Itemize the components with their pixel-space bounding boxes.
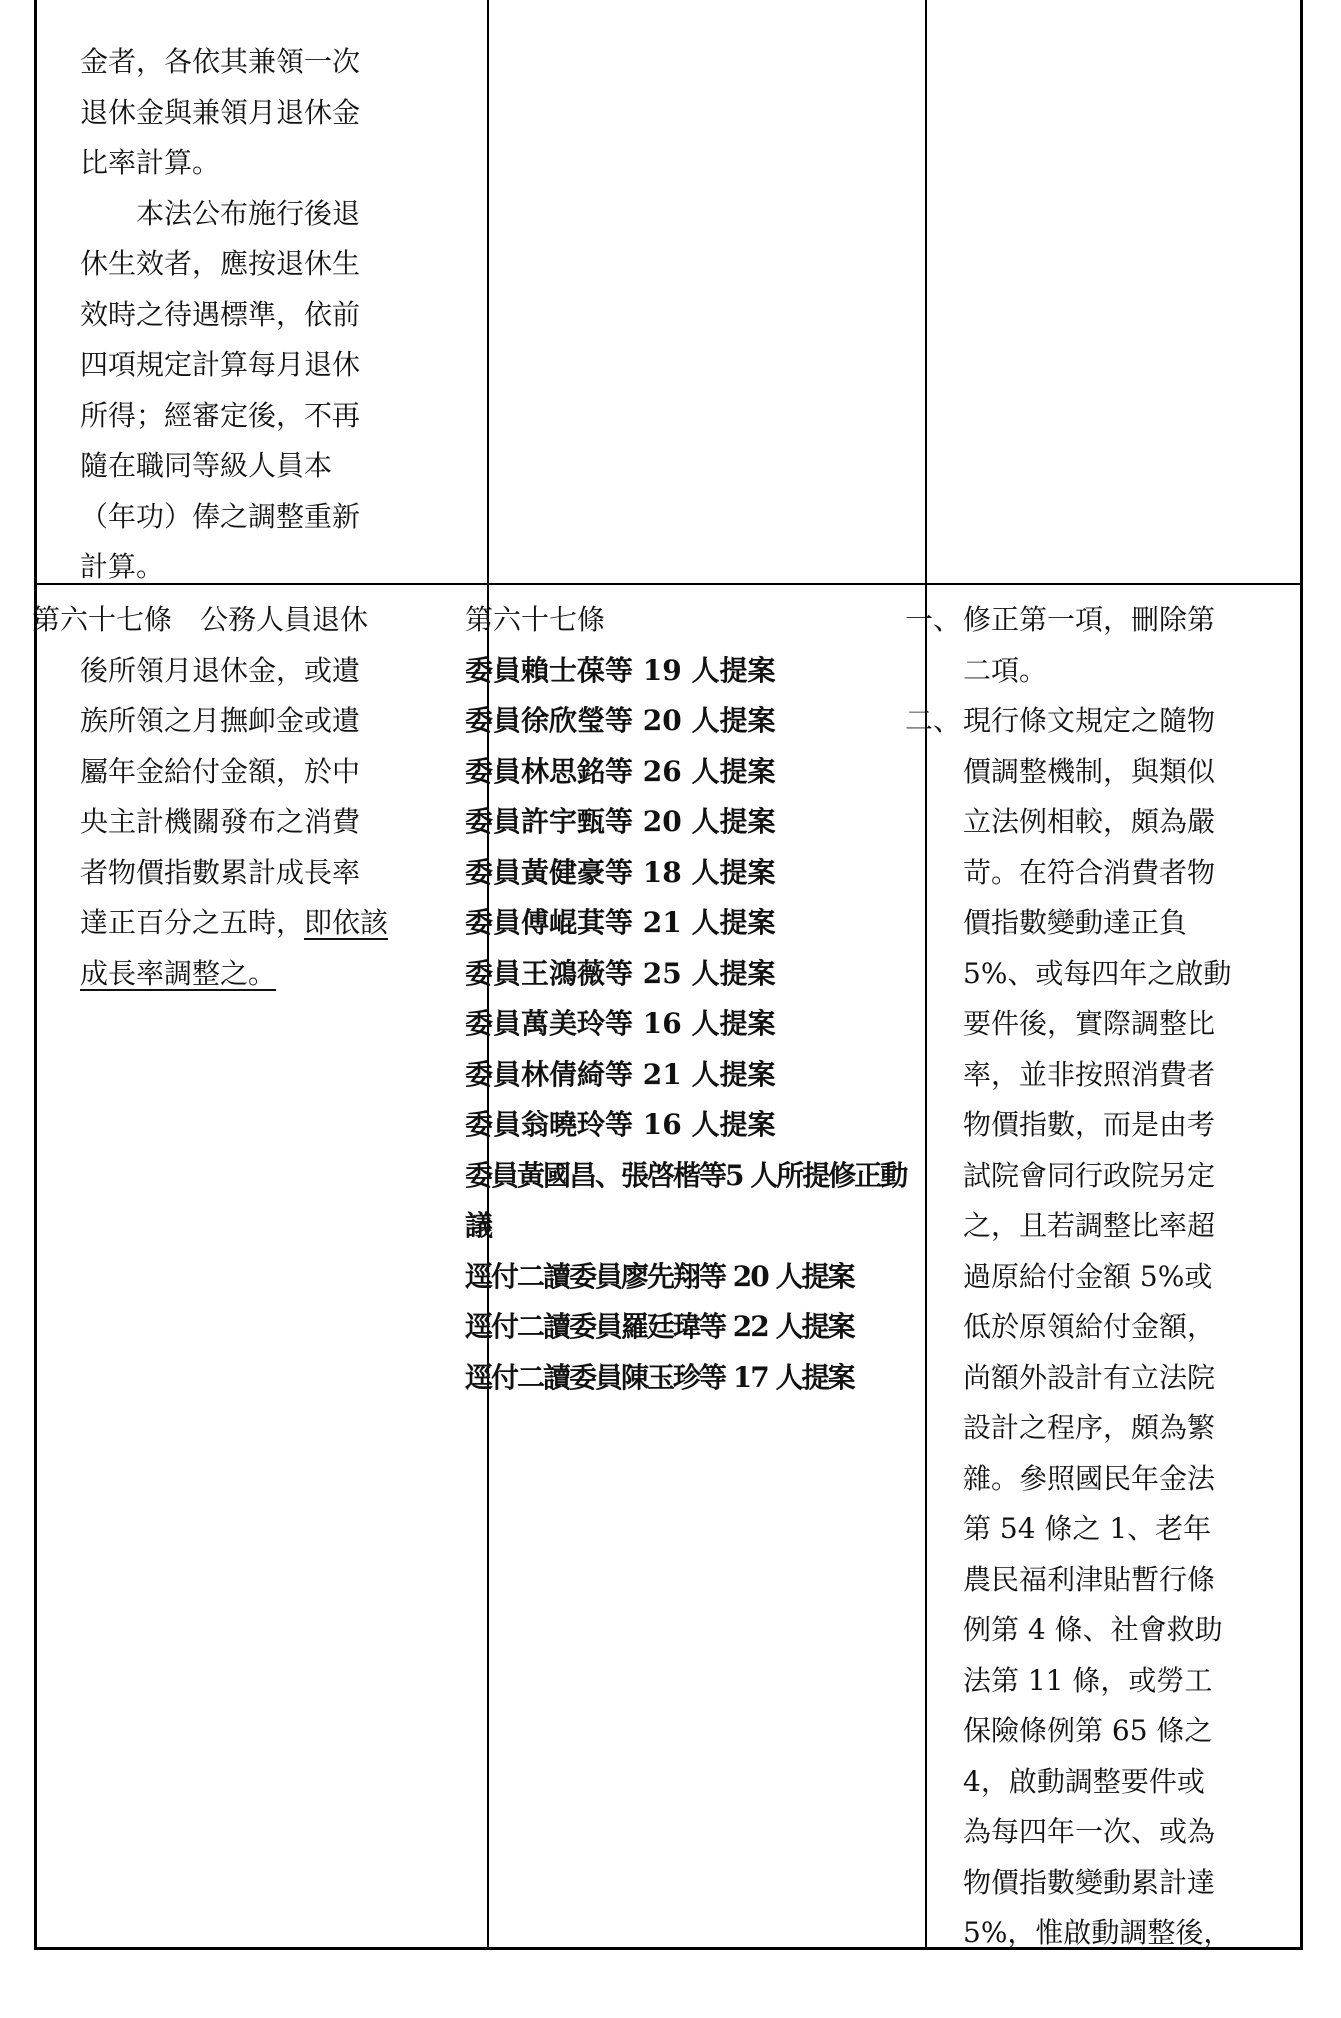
text-line: 央主計機關發布之消費 — [80, 805, 361, 838]
text-line: 雜。參照國民年金法 — [963, 1461, 1216, 1495]
text-line: 屬年金給付金額，於中 — [80, 754, 361, 788]
item-number: 二、 — [905, 704, 962, 737]
text-line: 後所領月退休金，或遺 — [80, 653, 361, 687]
item-number: 一、 — [905, 603, 962, 636]
text-line: 試院會同行政院另定 — [963, 1158, 1216, 1192]
text-line: 率，並非按照消費者 — [963, 1057, 1216, 1091]
text-line: 現行條文規定之隨物 — [963, 704, 1216, 737]
proposal-item: 委員黃國昌、張啓楷等5 人所提修正動 — [465, 1158, 907, 1192]
proposal-item: 委員林思銘等 26 人提案 — [465, 754, 776, 788]
underlined-text: 即依該 — [304, 906, 389, 939]
text-line: 族所領之月撫卹金或遺 — [80, 704, 361, 737]
text-line: 比率計算。 — [80, 146, 221, 179]
text-line: 物價指數，而是由考 — [963, 1108, 1216, 1141]
text-line: 例第 4 條、社會救助 — [963, 1613, 1223, 1646]
plain-text: 達正百分之五時， — [80, 906, 305, 939]
proposal-item: 委員黃健豪等 18 人提案 — [465, 855, 776, 889]
proposal-item: 逕付二讀委員陳玉珍等 17 人提案 — [465, 1360, 854, 1394]
text-line: 修正第一項，刪除第 — [963, 603, 1216, 636]
explanation-item-2 — [905, 696, 1285, 1959]
text-line: 二項。 — [963, 653, 1048, 687]
text-line: 價調整機制，與類似 — [963, 754, 1216, 788]
text-line: 5%、或每四年之啟動 — [963, 956, 1232, 990]
proposal-item: 委員賴士葆等 19 人提案 — [465, 653, 776, 687]
text-line — [32, 898, 452, 949]
text-line: 保險條例第 65 條之 — [963, 1714, 1213, 1747]
text-line: 計算。 — [80, 550, 165, 583]
text-line: 設計之程序，頗為繁 — [963, 1411, 1216, 1444]
proposal-item: 委員翁曉玲等 16 人提案 — [465, 1108, 776, 1141]
text-line: 本法公布施行後退 — [136, 196, 361, 230]
text-line: 5%，惟啟動調整後， — [963, 1916, 1232, 1949]
proposals-heading: 第六十七條 — [465, 603, 606, 636]
text-line — [32, 949, 452, 1000]
text-line: 退休金與兼領月退休金 — [80, 95, 361, 129]
proposal-item: 委員許宇甄等 20 人提案 — [465, 805, 776, 838]
text-line: 4，啟動調整要件或 — [963, 1764, 1205, 1798]
text-line: 尚額外設計有立法院 — [963, 1360, 1216, 1394]
text-line: 所得；經審定後，不再 — [80, 398, 361, 432]
text-line: 休生效者，應按退休生 — [80, 247, 361, 280]
text-line: 金者，各依其兼領一次 — [80, 45, 361, 78]
text-line: 四項規定計算每月退休 — [80, 348, 361, 381]
row1-current-text — [80, 37, 450, 593]
text-line: 為每四年一次、或為 — [963, 1815, 1216, 1848]
text-line: 者物價指數累計成長率 — [80, 855, 361, 889]
proposal-item: 議 — [465, 1209, 494, 1242]
text-line: 低於原領給付金額， — [963, 1310, 1216, 1343]
article-67-current-text — [32, 595, 452, 999]
article-heading-line: 第六十七條 公務人員退休 — [32, 603, 369, 636]
proposal-item: 委員傅崐萁等 21 人提案 — [465, 906, 776, 939]
proposal-item: 逕付二讀委員羅廷瑋等 22 人提案 — [465, 1310, 854, 1343]
text-line: 隨在職同等級人員本 — [80, 449, 333, 482]
proposal-item: 委員王鴻薇等 25 人提案 — [465, 956, 776, 990]
explanation-text — [905, 595, 1285, 1959]
proposals-list — [465, 595, 915, 1403]
proposal-item: 逕付二讀委員廖先翔等 20 人提案 — [465, 1259, 854, 1293]
text-line: 農民福利津貼暫行條 — [963, 1562, 1216, 1596]
text-line: 之，且若調整比率超 — [963, 1209, 1216, 1242]
text-line: 苛。在符合消費者物 — [963, 855, 1216, 889]
proposal-item: 委員林倩綺等 21 人提案 — [465, 1057, 776, 1091]
text-line: 過原給付金額 5%或 — [963, 1259, 1213, 1293]
text-line: 要件後，實際調整比 — [963, 1007, 1216, 1040]
text-line: 價指數變動達正負 — [963, 906, 1188, 939]
text-line: 第 54 條之 1、老年 — [963, 1512, 1212, 1545]
text-line: 效時之待遇標準，依前 — [80, 297, 361, 331]
proposal-item: 委員徐欣瑩等 20 人提案 — [465, 704, 776, 737]
text-line: 立法例相較，頗為嚴 — [963, 805, 1216, 838]
proposal-item: 委員萬美玲等 16 人提案 — [465, 1007, 776, 1040]
text-line: 法第 11 條，或勞工 — [963, 1663, 1213, 1697]
underlined-text: 成長率調整之。 — [80, 956, 277, 990]
text-line: 物價指數變動累計達 — [963, 1865, 1216, 1899]
explanation-item-1 — [905, 595, 1285, 696]
text-line: （年功）俸之調整重新 — [80, 499, 361, 533]
